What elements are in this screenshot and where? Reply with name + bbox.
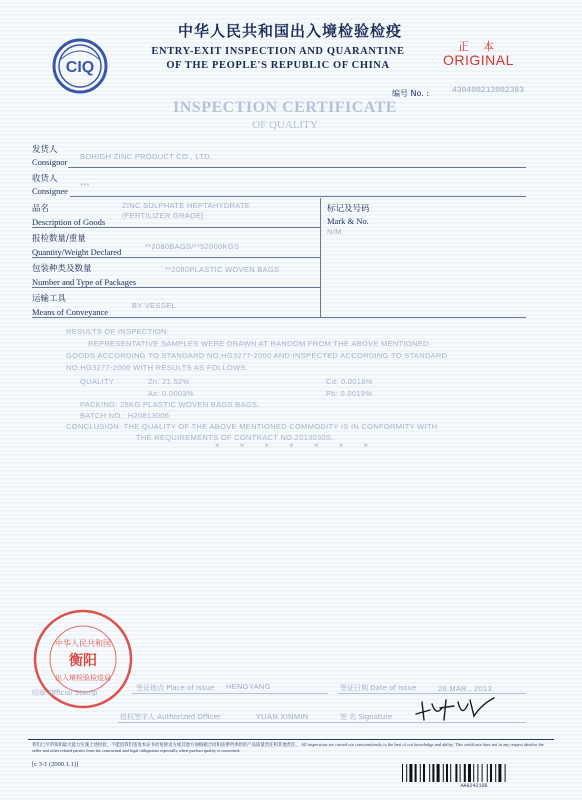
- original-mark-english: ORIGINAL: [443, 52, 514, 68]
- marks-divider: [320, 198, 321, 317]
- quantity-underline: [32, 257, 320, 258]
- results-heading: RESULTS OF INSPECTION:: [66, 327, 170, 336]
- conveyance-value: BY VESSEL: [132, 301, 176, 310]
- stamp-text-center: 衡阳: [69, 653, 97, 669]
- date-of-issue-label: 签证日期 Date of Issue: [340, 684, 417, 692]
- cert-number-value: 430400213002383: [452, 86, 525, 95]
- barcode: [400, 764, 548, 782]
- authorized-officer-value: YUAN XINMIN: [256, 712, 309, 721]
- quality-pb: Pb: 0.0019%: [326, 389, 373, 398]
- packages-label-en: Number and Type of Packages: [32, 277, 137, 287]
- stamp-text-top: 中华人民共和国: [55, 639, 111, 648]
- consignor-label-cn: 发货人: [32, 145, 58, 155]
- signature-label: 签 名 Signature: [340, 713, 393, 721]
- marks-label-cn: 标记及号码: [327, 204, 370, 214]
- results-line3: NO.HG3277-2000 WITH RESULTS AS FOLLOWS.: [66, 363, 249, 372]
- marks-label-en: Mark & No.: [327, 216, 369, 226]
- quantity-label-en: Quantity/Weight Declared: [32, 247, 122, 257]
- conclusion-line1: CONCLUSION: THE QUALITY OF THE ABOVE MENTIONED COMMODITY IS IN CONFORMITY WITH: [66, 422, 438, 431]
- disclaimer-cn: 我们已尽所知和最大能力实施上述检验，不能因我们签发本证书而免除卖方或其他方面根据合同和法律所承担的产品质量责任和其他责任。: [32, 743, 300, 748]
- date-of-issue-value: 26.MAR., 2013: [438, 684, 492, 693]
- quality-label: QUALITY: [80, 377, 115, 386]
- place-of-issue-value: HENGYANG: [226, 682, 271, 691]
- authorized-officer-label: 授权签字人 Authorized Officer: [120, 713, 221, 721]
- packages-label-cn: 包装种类及数量: [32, 264, 92, 274]
- stamp-text-bottom: 出入境检验检疫局: [55, 674, 111, 682]
- disclaimer-separator: [28, 739, 554, 740]
- goods-label-cn: 品名: [32, 204, 50, 214]
- marks-value: N/M: [327, 227, 342, 236]
- disclaimer-en: All inspections are carried out conscientiously to the best of our knowledge and ability. This certificate does not in any respect absolve the seller and other related parties from his contractual and legal obligations especially when product quality is concerned.: [32, 742, 544, 754]
- terminator-stars: * * * * * * *: [215, 442, 377, 452]
- form-number: [c 3-1 (2000.1.1)]: [32, 761, 79, 768]
- handwritten-signature-icon: [412, 694, 498, 724]
- packing-info: PACKING: 25KG PLASTIC WOVEN BAGS BAGS.: [80, 400, 260, 409]
- quality-cd: Cd: 0.0018%: [326, 377, 373, 386]
- original-mark-chinese: 正本: [458, 40, 508, 53]
- consignor-value: BOHIGH ZINC PRODUCT CO., LTD.: [80, 152, 213, 161]
- logo-text: CIQ: [65, 59, 95, 76]
- certificate-subtitle: OF QUALITY: [252, 119, 318, 131]
- consignee-label-cn: 收货人: [32, 174, 58, 184]
- consignor-label-en: Consignor: [32, 157, 68, 167]
- disclaimer-text: [32, 742, 552, 754]
- certificate-title: INSPECTION CERTIFICATE: [173, 99, 397, 116]
- results-line2: GOODS ACCORDING TO STANDARD NO.HG3277-2000 AND INSPECTED ACCORDING TO STANDARD: [66, 351, 448, 360]
- packages-value: **2080PLASTIC WOVEN BAGS: [165, 265, 280, 274]
- title-chinese: 中华人民共和国出入境检验检疫: [177, 22, 402, 40]
- official-stamp-label: 印章 Official Stamp: [32, 689, 98, 697]
- consignee-value: ***: [80, 181, 90, 190]
- consignee-underline: [70, 196, 526, 197]
- ciq-logo-icon: [52, 38, 108, 94]
- goods-value-line2: (FERTILIZER GRADE): [122, 211, 204, 220]
- title-english-line2: OF THE PEOPLE'S REPUBLIC OF CHINA: [166, 60, 390, 71]
- quality-zn: Zn: 21.52%: [148, 377, 190, 386]
- barcode-number: AA0242108: [460, 783, 488, 789]
- conclusion-line2: THE REQUIREMENTS OF CONTRACT NO.2013030S.: [136, 433, 334, 442]
- consignee-label-en: Consignee: [32, 186, 68, 196]
- place-underline: [132, 693, 328, 694]
- packages-underline: [32, 287, 320, 288]
- conveyance-label-cn: 运输工具: [32, 294, 67, 304]
- goods-underline: [32, 227, 320, 228]
- consignor-underline: [68, 167, 526, 168]
- goods-label-en: Description of Goods: [32, 217, 106, 227]
- quantity-label-cn: 报检数量/重量: [32, 234, 86, 244]
- results-line1: REPRESENTATIVE SAMPLES WERE DRAWN AT RANDOM FROM THE ABOVE MENTIONED: [88, 339, 429, 348]
- title-english-line1: ENTRY-EXIT INSPECTION AND QUARANTINE: [151, 46, 405, 57]
- quantity-value: **2080BAGS/**52000KGS: [145, 242, 240, 251]
- conveyance-underline: [32, 317, 526, 318]
- place-of-issue-label: 签证地点 Place of Issue: [136, 684, 215, 692]
- batch-number: BATCH NO.: H20813006: [80, 411, 170, 420]
- quality-as: As: 0.0003%: [148, 389, 194, 398]
- conveyance-label-en: Means of Conveyance: [32, 307, 109, 317]
- goods-value-line1: ZINC SULPHATE HEPTAHYDRATE: [122, 201, 251, 210]
- cert-number-label: 编号 No. :: [392, 89, 430, 98]
